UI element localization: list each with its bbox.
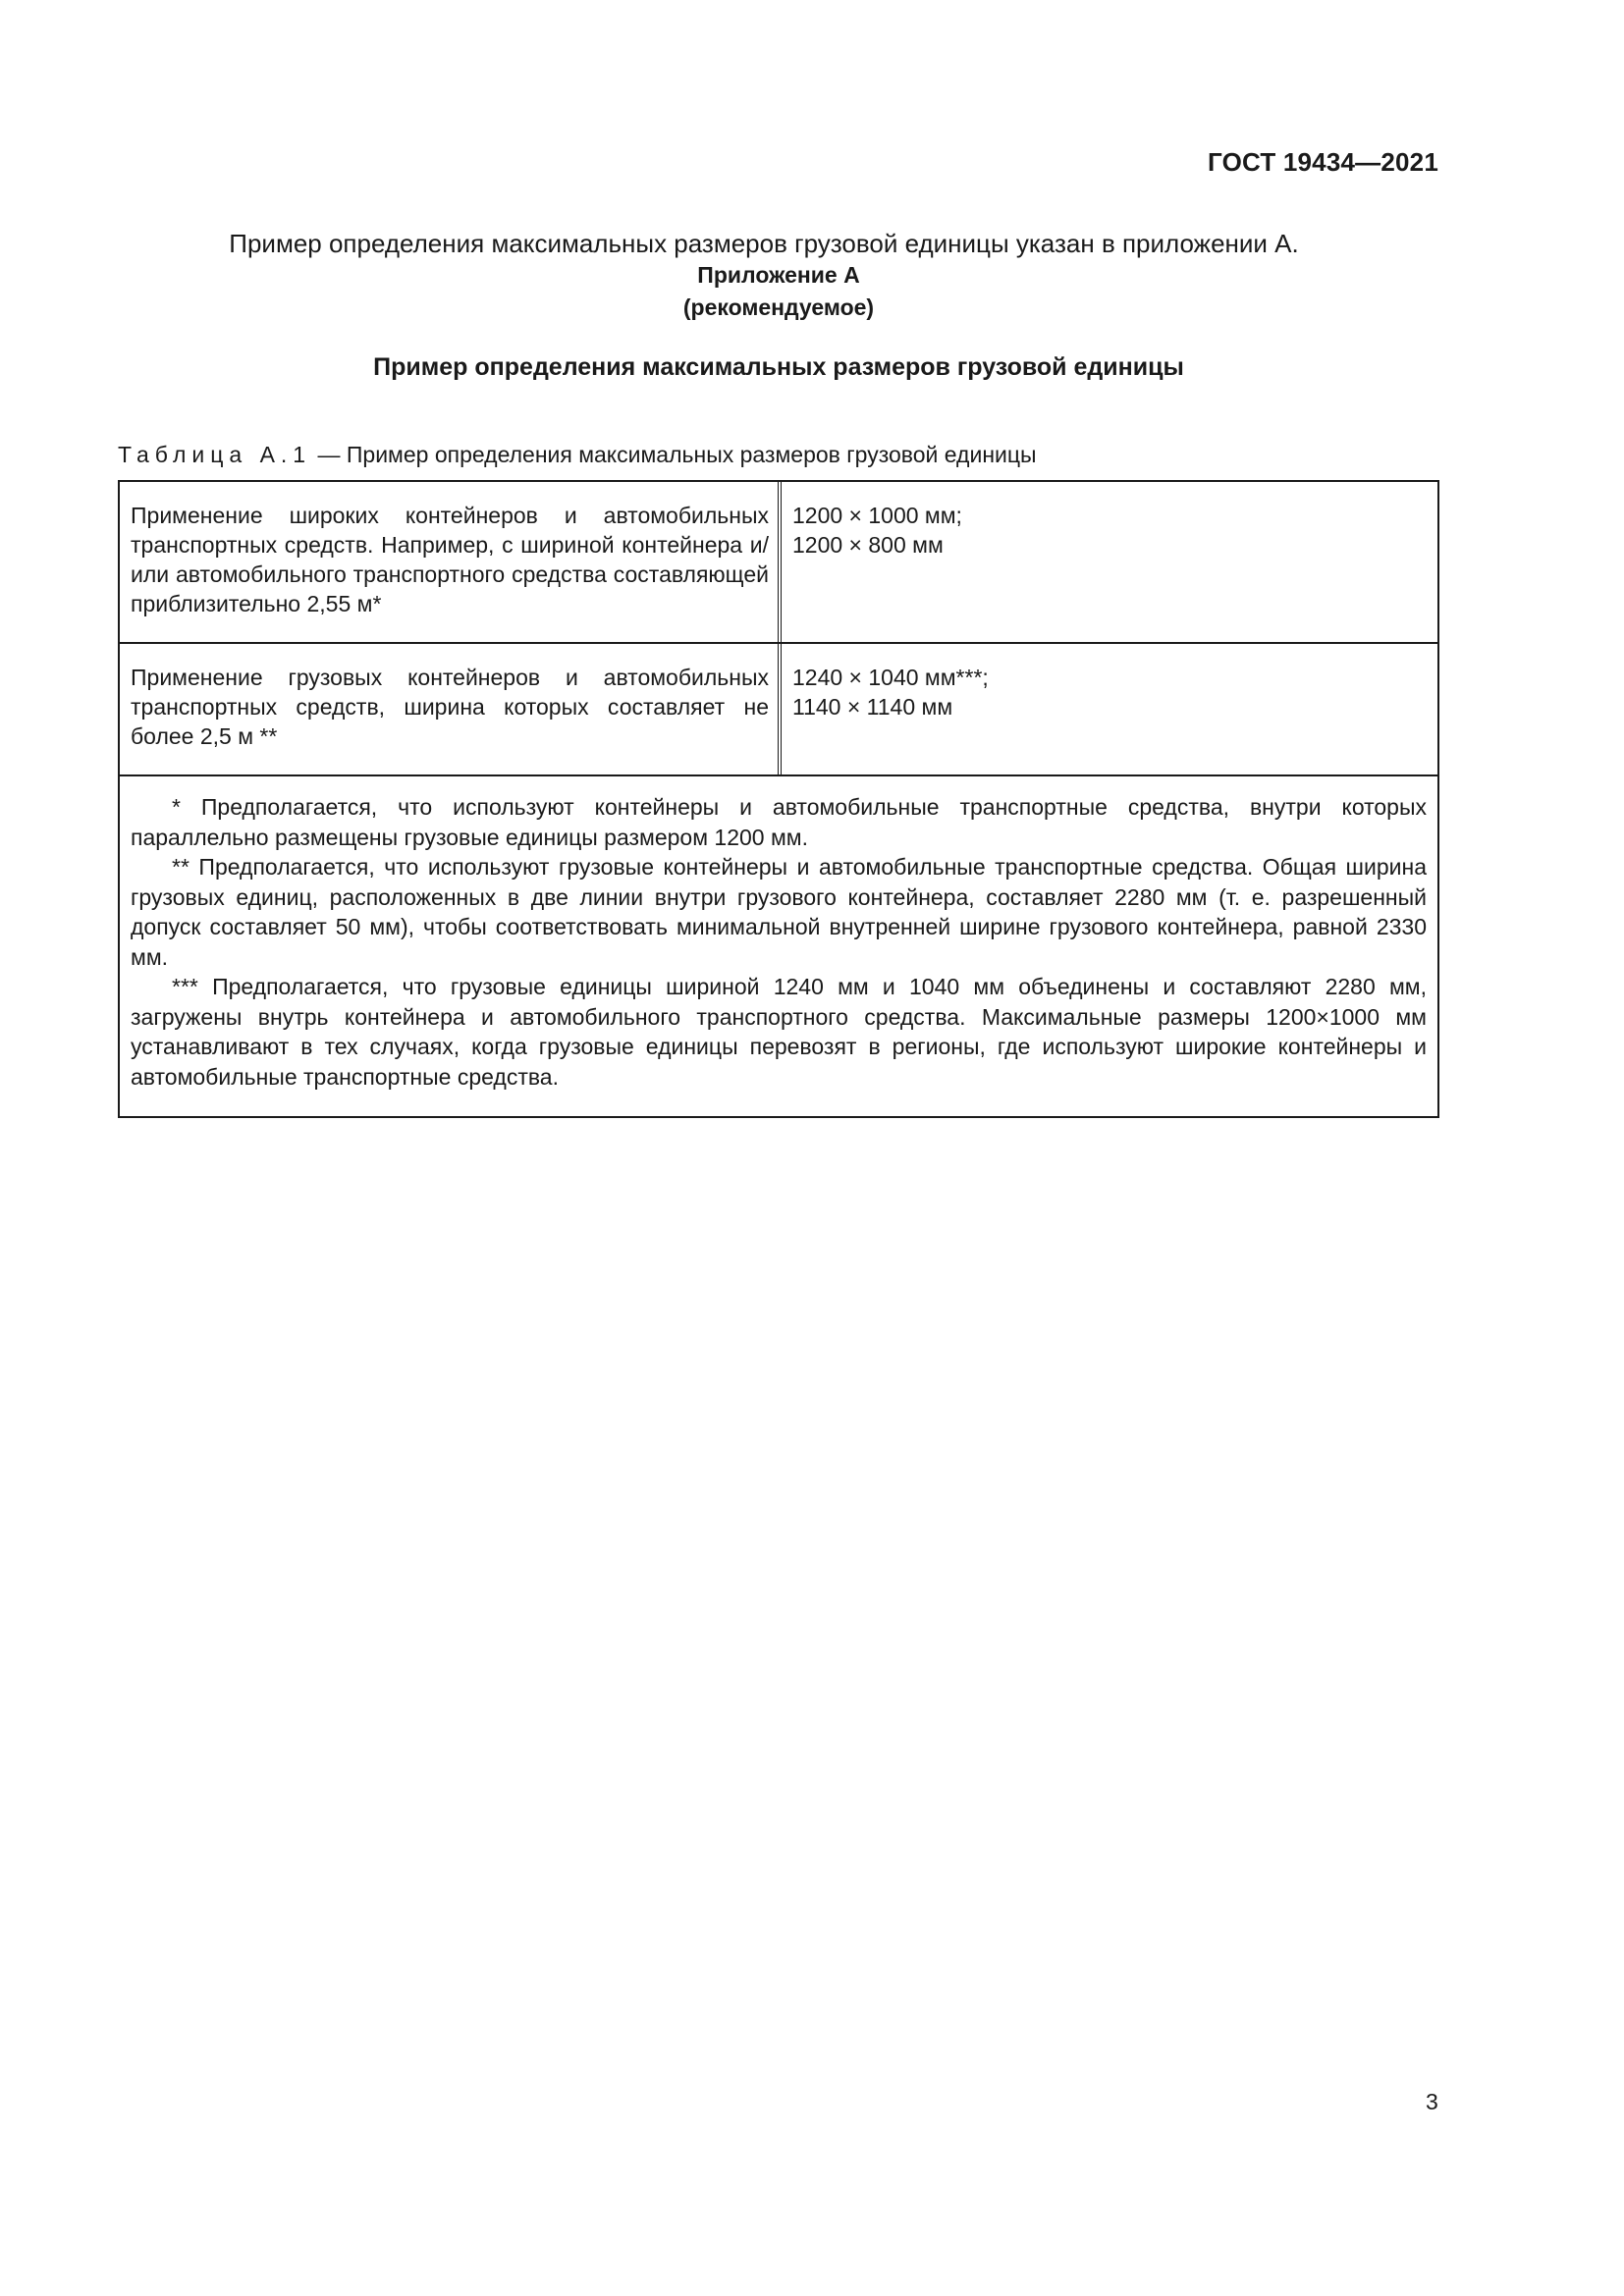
- size-value: 1200 × 1000 мм;: [792, 503, 962, 528]
- size-value: 1140 × 1140 мм: [792, 694, 953, 720]
- appendix-heading: Пример определения максимальных размеров грузовой единицы: [373, 353, 1184, 381]
- appendix-title: Приложение А: [697, 262, 860, 288]
- table-cell-condition: Применение грузовых контейнеров и автомобильных транспортных средств, ширина которых составляет не более 2,5 м **: [131, 665, 769, 749]
- table-cell-sizes: [792, 501, 1401, 560]
- table-caption-label: Таблица А.1: [118, 442, 312, 467]
- appendix-title-block: [0, 259, 1557, 324]
- table-cell-sizes: [792, 663, 1401, 721]
- standard-code-header: ГОСТ 19434—2021: [1208, 147, 1438, 177]
- size-value: 1240 × 1040 мм***;: [792, 665, 989, 690]
- footnote: ** Предполагается, что используют грузовые контейнеры и автомобильные транспортные средства. Общая ширина грузовых единиц, расположенных в две линии внутри грузового контейнера, составляет 2280 мм (т. е. разрешенный допуск составляет 50 мм), чтобы соответствовать минимальной внутренней ширине грузового контейнера, равной 2330 мм.: [131, 854, 1427, 970]
- table-footnotes: [131, 792, 1427, 1092]
- table-caption: [118, 442, 1037, 468]
- table-cell-condition: Применение широких контейнеров и автомобильных транспортных средств. Например, с шириной контейнера и/или автомобильного транспортного средства составляющей приблизительно 2,55 м*: [131, 503, 769, 616]
- intro-text: Пример определения максимальных размеров грузовой единицы указан в приложении А.: [229, 229, 1299, 258]
- table-caption-text: — Пример определения максимальных размеров грузовой единицы: [311, 442, 1037, 467]
- column-divider: [778, 482, 782, 642]
- table-row: [120, 644, 1437, 776]
- footnote: *** Предполагается, что грузовые единицы шириной 1240 мм и 1040 мм объединены и составляют 2280 мм, загружены внутрь контейнера и автомобильного транспортного средства. Максимальные размеры 1200×1000 мм устанавливают в тех случаях, когда грузовые единицы перевозят в регионы, где используют широкие контейнеры и автомобильные транспортные средства.: [131, 974, 1427, 1090]
- footnote: * Предполагается, что используют контейнеры и автомобильные транспортные средства, внутри которых параллельно размещены грузовые единицы размером 1200 мм.: [131, 794, 1427, 850]
- size-value: 1200 × 800 мм: [792, 532, 944, 558]
- dimensions-table: [118, 480, 1439, 1118]
- appendix-status: (рекомендуемое): [682, 294, 875, 320]
- column-divider: [778, 644, 782, 774]
- table-row: [120, 482, 1437, 644]
- page-number: 3: [1426, 2089, 1438, 2114]
